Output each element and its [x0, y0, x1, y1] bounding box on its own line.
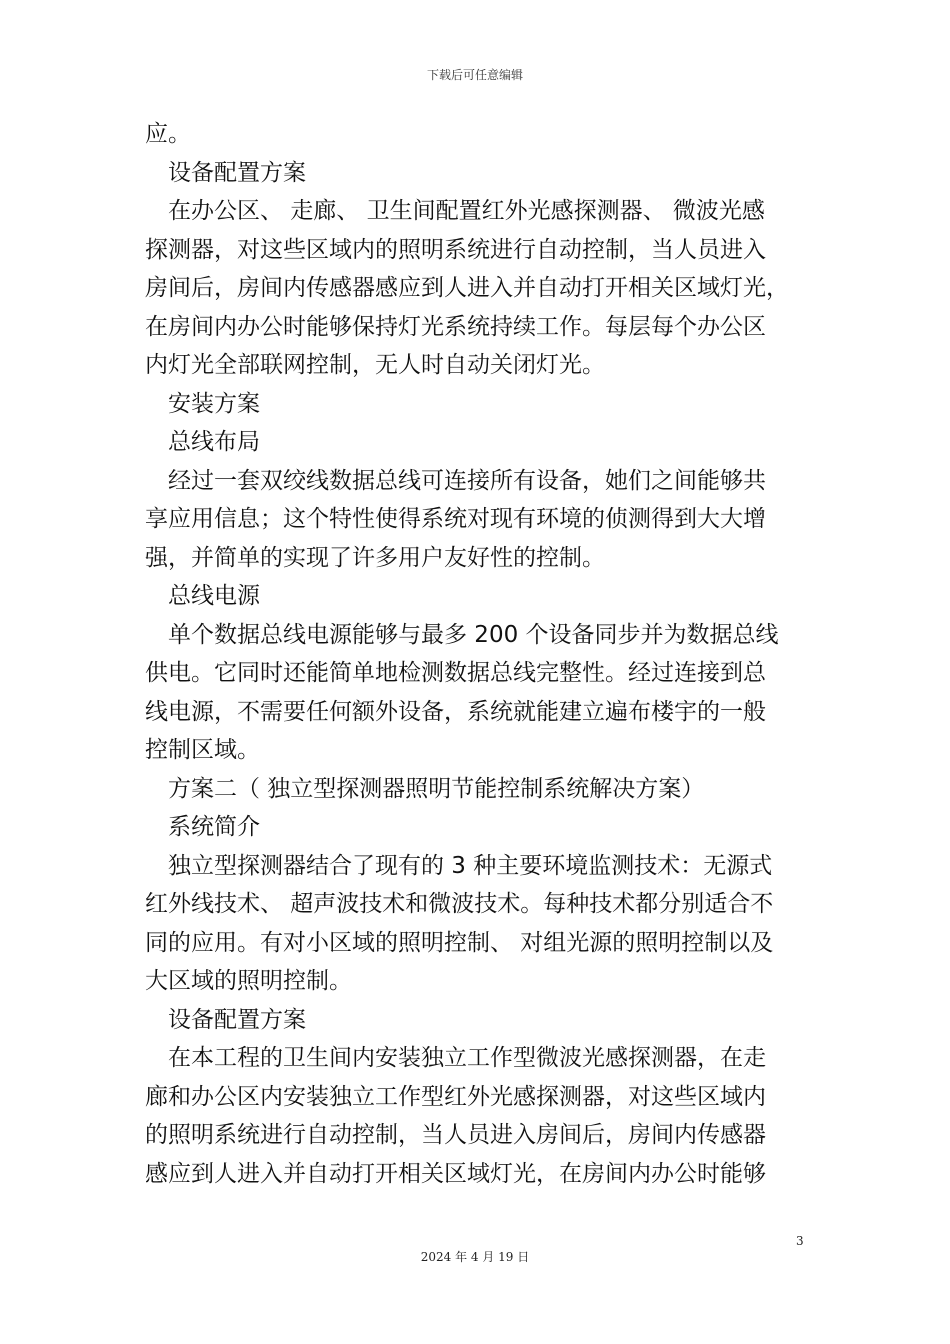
section-heading: 方案二（ 独立型探测器照明节能控制系统解决方案）: [168, 775, 705, 802]
section-heading: 总线布局: [168, 429, 260, 455]
section-heading: 设备配置方案: [168, 1006, 306, 1033]
paragraph-line: 在本工程的卫生间内安装独立工作型微波光感探测器，在走: [168, 1045, 766, 1071]
paragraph-line: 大区域的照明控制。: [145, 968, 352, 994]
paragraph-line: 内灯光全部联网控制，无人时自动关闭灯光。: [145, 352, 605, 378]
paragraph-line: 的照明系统进行自动控制，当人员进入房间后，房间内传感器: [145, 1122, 766, 1148]
paragraph-line: 线电源，不需要任何额外设备，系统就能建立遍布楼宇的一般: [145, 698, 766, 725]
section-heading: 总线电源: [168, 583, 260, 609]
paragraph-line: 红外线技术、 超声波技术和微波技术。每种技术都分别适合不: [145, 891, 774, 917]
paragraph-line: 供电。它同时还能简单地检测数据总线完整性。经过连接到总: [145, 660, 766, 686]
paragraph-line: 控制区域。: [145, 737, 260, 763]
page-footer-date: 2024 年 4 月 19 日: [420, 1250, 530, 1264]
section-heading: 设备配置方案: [168, 159, 306, 186]
document-body: [145, 115, 789, 1193]
paragraph-line: 独立型探测器结合了现有的 3 种主要环境监测技术：无源式: [168, 852, 773, 879]
section-heading: 安装方案: [168, 390, 260, 417]
paragraph-line: 在房间内办公时能够保持灯光系统持续工作。每层每个办公区: [145, 313, 766, 340]
paragraph-line: 在办公区、 走廊、 卫生间配置红外光感探测器、 微波光感: [168, 198, 765, 224]
paragraph-line: 单个数据总线电源能够与最多 200 个设备同步并为数据总线: [168, 621, 779, 648]
text-line: 应。: [145, 121, 191, 147]
section-heading: 系统简介: [168, 814, 260, 840]
paragraph-line: 享应用信息；这个特性使得系统对现有环境的侦测得到大大增: [145, 506, 766, 532]
paragraph-line: 廊和办公区内安装独立工作型红外光感探测器，对这些区域内: [145, 1083, 766, 1110]
paragraph-line: 同的应用。有对小区域的照明控制、 对组光源的照明控制以及: [145, 929, 774, 956]
paragraph-line: 经过一套双绞线数据总线可连接所有设备，她们之间能够共: [168, 467, 766, 494]
paragraph-line: 探测器，对这些区域内的照明系统进行自动控制，当人员进入: [145, 236, 766, 263]
paragraph-line: 感应到人进入并自动打开相关区域灯光，在房间内办公时能够: [145, 1160, 766, 1187]
paragraph-line: 房间后，房间内传感器感应到人进入并自动打开相关区域灯光，: [145, 275, 789, 301]
paragraph-line: 强，并简单的实现了许多用户友好性的控制。: [145, 544, 605, 571]
page-header: 下载后可任意编辑: [426, 68, 523, 82]
page-number: 3: [796, 1234, 804, 1248]
